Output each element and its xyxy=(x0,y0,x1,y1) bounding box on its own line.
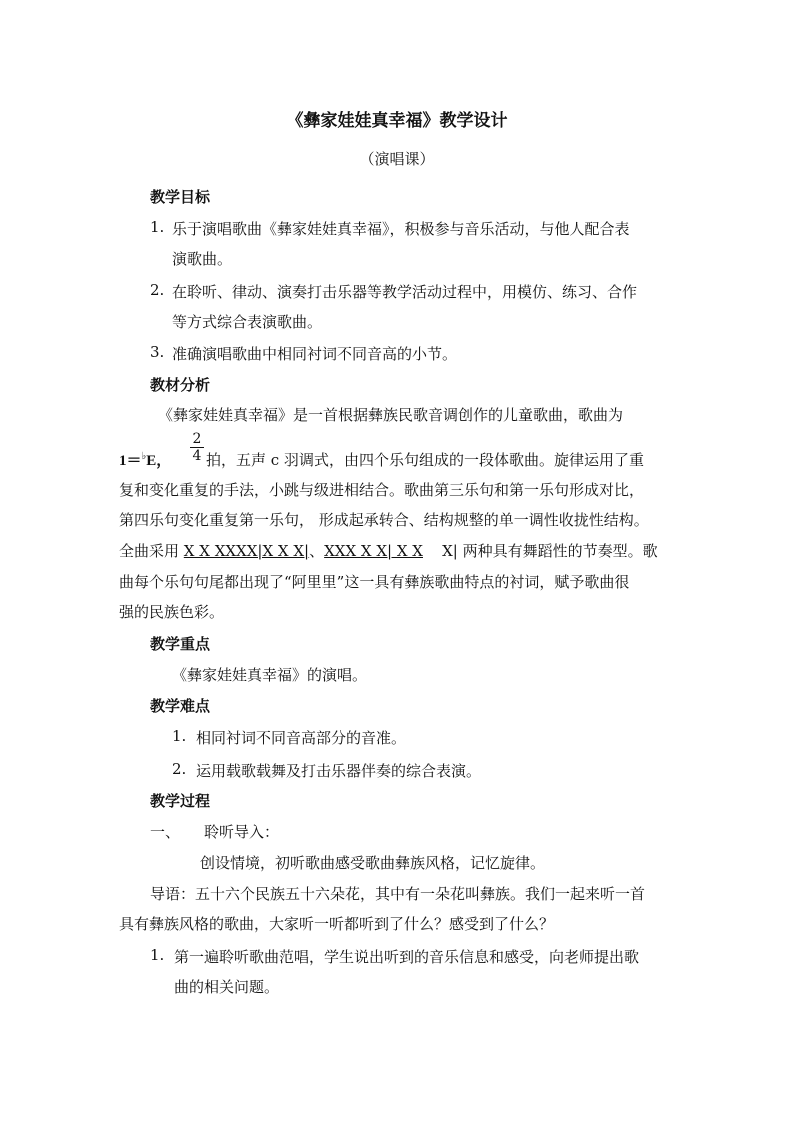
process-item-1-line-1: 第一遍聆听歌曲范唱，学生说出听到的音乐信息和感受，向老师提出歌 xyxy=(174,948,640,966)
process-step-desc: 创设情境，初听歌曲感受歌曲彝族风格，记忆旋律。 xyxy=(200,854,546,872)
heading-process: 教学过程 xyxy=(150,792,211,810)
difficulty-2-num: 2. xyxy=(172,760,187,778)
analysis-line-3: 复和变化重复的手法，小跳与级进相结合。歌曲第三乐句和第一乐句形成对比， xyxy=(119,481,645,499)
goal-1-num: 1. xyxy=(150,218,165,236)
goal-2-line-1: 在聆听、律动、演奏打击乐器等教学活动过程中，用模仿、练习、合作 xyxy=(172,283,638,301)
analysis-line-7: 强的民族色彩。 xyxy=(119,603,225,621)
analysis-line-5 xyxy=(119,540,658,561)
rhythm-pattern-1: X X XXXX|X X X| xyxy=(183,542,310,560)
key-prefix: 1＝ xyxy=(119,453,142,469)
focus-text: 《彝家娃娃真幸福》的演唱。 xyxy=(172,666,368,684)
time-numerator: 2 xyxy=(192,431,202,447)
rhythm-intro: 全曲采用 xyxy=(119,542,180,560)
flat-icon: ♭ xyxy=(141,451,147,462)
time-denominator: 4 xyxy=(192,448,202,464)
process-item-1-line-2: 曲的相关问题。 xyxy=(174,978,280,996)
process-step-num: 一、 xyxy=(150,823,181,841)
goal-2-num: 2. xyxy=(150,281,165,299)
difficulty-2-text: 运用载歌载舞及打击乐器伴奏的综合表演。 xyxy=(196,762,482,780)
goal-3-line-1: 准确演唱歌曲中相同衬词不同音高的小节。 xyxy=(172,345,458,363)
process-item-1-num: 1. xyxy=(150,946,165,964)
goal-2-line-2: 等方式综合表演歌曲。 xyxy=(172,313,323,331)
analysis-line-2: 拍，五声 c 羽调式，由四个乐句组成的一段体歌曲。旋律运用了重 xyxy=(206,451,644,469)
page-subtitle: （演唱课） xyxy=(359,150,435,168)
goal-1-line-2: 演歌曲。 xyxy=(172,250,233,268)
difficulty-1-text: 相同衬词不同音高部分的音准。 xyxy=(196,729,407,747)
process-step-title: 聆听导入： xyxy=(204,823,280,841)
goal-1-line-1: 乐于演唱歌曲《彝家娃娃真幸福》，积极参与音乐活动，与他人配合表 xyxy=(172,220,630,238)
process-intro-line-2: 具有彝族风格的歌曲，大家听一听都听到了什么？感受到了什么？ xyxy=(119,915,555,933)
goal-3-num: 3. xyxy=(150,343,165,361)
heading-difficulty: 教学难点 xyxy=(150,697,211,715)
difficulty-1-num: 1. xyxy=(172,727,187,745)
rhythm-separator: 、 xyxy=(309,542,325,560)
heading-analysis: 教材分析 xyxy=(150,376,211,394)
analysis-line-6: 曲每个乐句句尾都出现了“阿里里”这一具有彝族歌曲特点的衬词，赋予歌曲很 xyxy=(119,573,630,591)
rhythm-pattern-2: XXX X X| X X xyxy=(324,542,423,560)
key-note: E， xyxy=(146,453,172,469)
analysis-line-4: 第四乐句变化重复第一乐句， 形成起承转合、结构规整的单一调性收拢性结构。 xyxy=(119,511,649,529)
key-signature xyxy=(119,449,171,470)
time-signature xyxy=(190,431,204,464)
process-intro-line-1: 导语：五十六个民族五十六朵花，其中有一朵花叫彝族。我们一起来听一首 xyxy=(150,885,646,903)
rhythm-suffix: 两种具有舞蹈性的节奏型。歌 xyxy=(462,542,658,560)
analysis-line-1: 《彝家娃娃真幸福》是一首根据彝族民歌音调创作的儿童歌曲，歌曲为 xyxy=(158,406,624,424)
heading-focus: 教学重点 xyxy=(150,635,211,653)
page-title: 《彝家娃娃真幸福》教学设计 xyxy=(286,111,508,131)
rhythm-pattern-2-end: X| xyxy=(442,542,458,560)
heading-goals: 教学目标 xyxy=(150,188,211,206)
